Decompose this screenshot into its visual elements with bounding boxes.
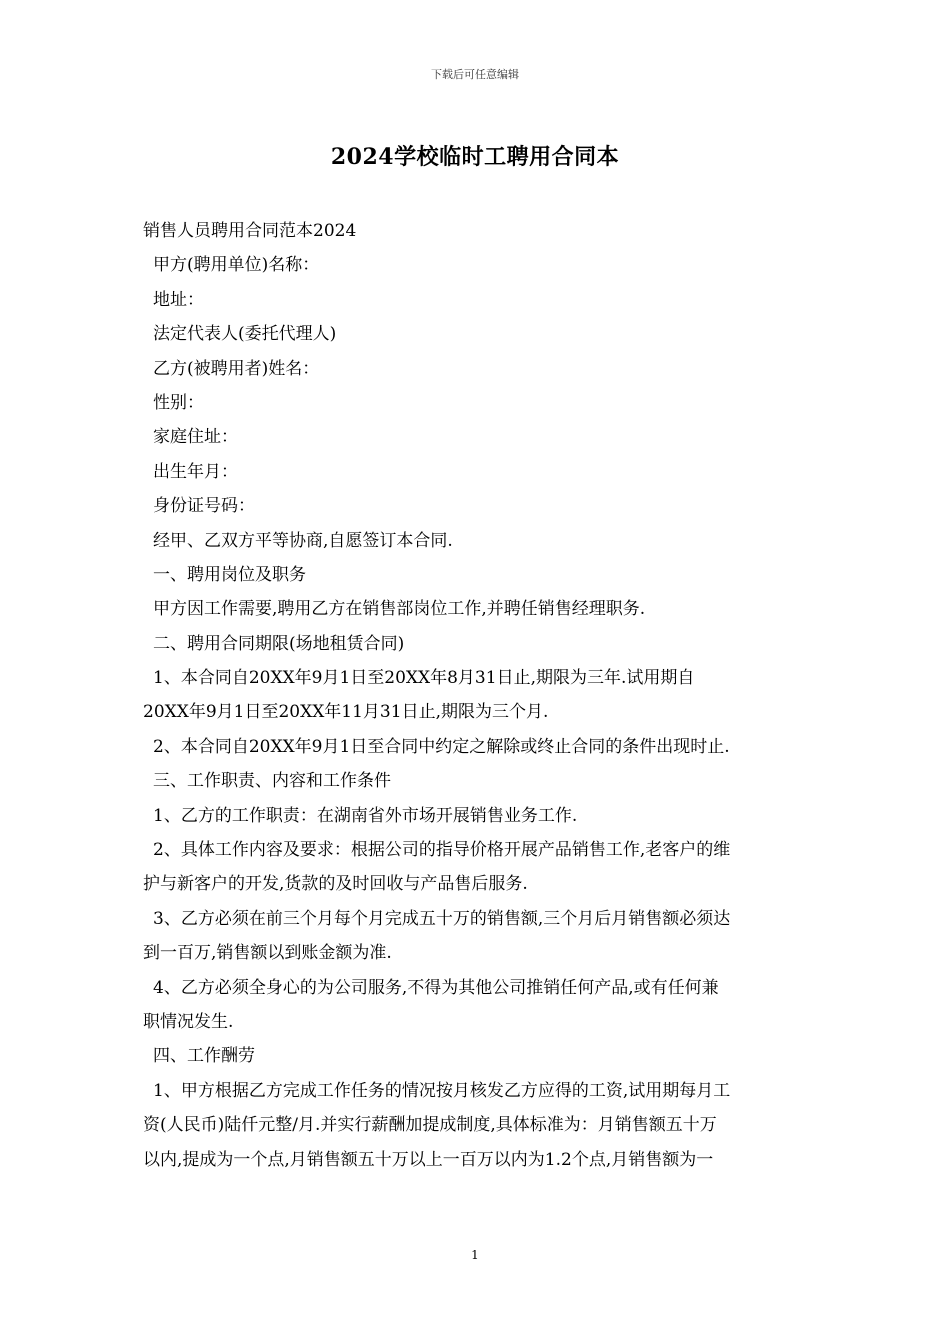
paragraph-line: 甲方因工作需要,聘用乙方在销售部岗位工作,并聘任销售经理职务. [153, 599, 646, 620]
paragraph-line: 20XX年9月1日至20XX年11月31日止,期限为三个月. [143, 702, 549, 723]
paragraph-line: 地址： [153, 289, 204, 310]
paragraph-line: 法定代表人(委托代理人) [153, 324, 337, 345]
paragraph-line: 以内,提成为一个点,月销售额五十万以上一百万以内为1.2个点,月销售额为一 [143, 1149, 714, 1170]
paragraph-line: 1、乙方的工作职责：在湖南省外市场开展销售业务工作. [153, 805, 578, 826]
header-note: 下载后可任意编辑 [431, 68, 519, 81]
paragraph-line: 三、工作职责、内容和工作条件 [153, 771, 391, 792]
paragraph-line: 甲方(聘用单位)名称： [153, 255, 320, 276]
paragraph-line: 一、聘用岗位及职务 [153, 564, 306, 585]
paragraph-line: 1、本合同自20XX年9月1日至20XX年8月31日止,期限为三年.试用期自 [153, 668, 695, 689]
paragraph-line: 2、具体工作内容及要求：根据公司的指导价格开展产品销售工作,老客户的维 [153, 840, 731, 861]
paragraph-line: 乙方(被聘用者)姓名： [153, 358, 320, 379]
paragraph-line: 1、甲方根据乙方完成工作任务的情况按月核发乙方应得的工资,试用期每月工 [153, 1080, 731, 1101]
paragraph-line: 职情况发生. [143, 1011, 234, 1032]
paragraph-line: 经甲、乙双方平等协商,自愿签订本合同. [153, 530, 453, 551]
document-title: 2024学校临时工聘用合同本 [330, 144, 620, 170]
paragraph-line: 4、乙方必须全身心的为公司服务,不得为其他公司推销任何产品,或有任何兼 [153, 977, 719, 998]
paragraph-line: 销售人员聘用合同范本2024 [143, 221, 357, 241]
paragraph-line: 3、乙方必须在前三个月每个月完成五十万的销售额,三个月后月销售额必须达 [153, 908, 731, 929]
paragraph-line: 家庭住址： [153, 427, 238, 448]
document-body [143, 214, 813, 1177]
paragraph-line: 四、工作酬劳 [153, 1046, 255, 1067]
paragraph-line: 性别： [153, 392, 204, 413]
paragraph-line: 出生年月： [153, 461, 238, 482]
paragraph-line: 身份证号码： [153, 496, 255, 517]
paragraph-line: 护与新客户的开发,货款的及时回收与产品售后服务. [143, 874, 528, 895]
paragraph-line: 到一百万,销售额以到账金额为准. [143, 943, 392, 964]
paragraph-line: 二、聘用合同期限(场地租赁合同) [153, 633, 405, 654]
page-number: 1 [471, 1248, 479, 1262]
paragraph-line: 资(人民币)陆仟元整/月.并实行薪酬加提成制度,具体标准为：月销售额五十万 [143, 1115, 717, 1136]
paragraph-line: 2、本合同自20XX年9月1日至合同中约定之解除或终止合同的条件出现时止. [153, 736, 730, 757]
